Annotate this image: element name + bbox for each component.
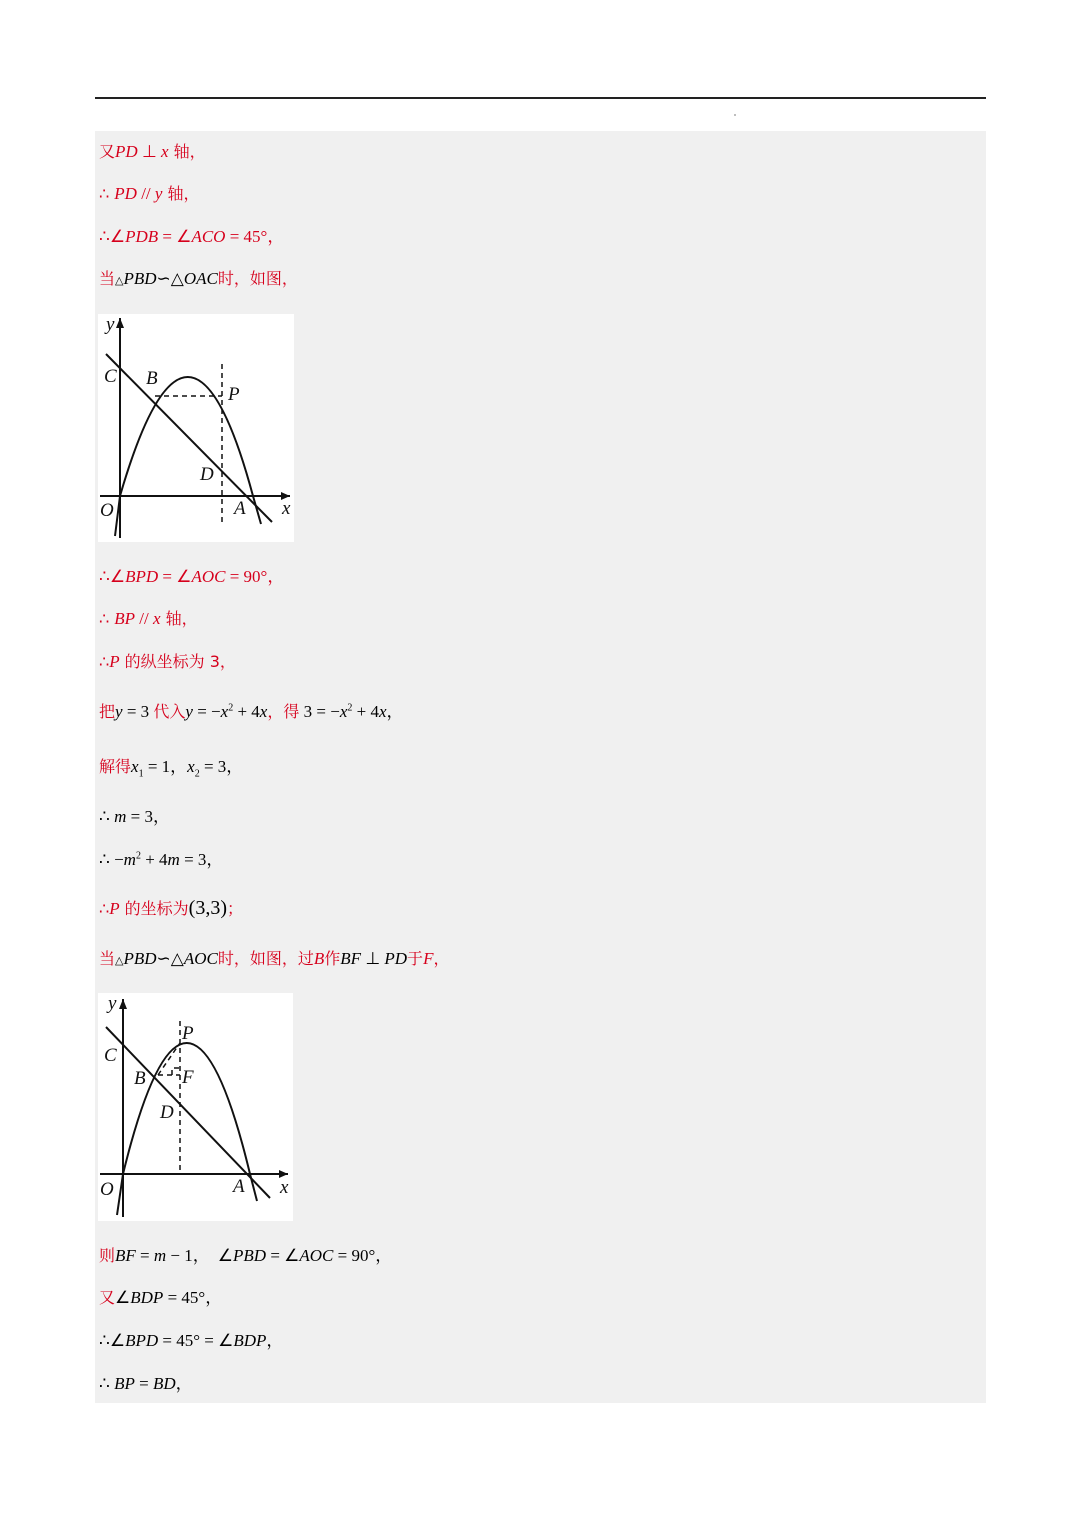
line-10 [99,806,170,828]
math: P [109,652,120,671]
math: = ∠ [266,1246,300,1265]
text: 解得 [99,757,132,776]
math: AOC [299,1246,334,1265]
label-o: O [100,1179,114,1200]
text: 当 [99,269,116,288]
math: PBD [123,269,157,288]
label-x: x [282,498,291,519]
math: BPD [125,567,159,586]
label-p: P [182,1023,194,1044]
math: ACO [191,227,226,246]
math: x [259,702,268,721]
text: 又 [99,1288,116,1307]
math: PD [115,142,138,161]
math: = − [192,702,221,721]
subscript: 1 [138,768,144,780]
math: m [123,850,136,869]
line-17 [99,1373,193,1395]
line-6 [99,608,198,630]
text: 轴， [162,184,200,203]
math: BF [340,949,362,968]
math: ∠ [115,1288,131,1307]
line-ca [106,1027,270,1198]
therefore: ∴ [99,609,115,628]
text: 轴， [168,142,206,161]
math: = 3， [179,850,224,869]
math: ， [175,1374,193,1393]
line-5 [99,566,284,588]
math: + 4 [352,702,379,721]
text: 时，如图， [217,269,298,288]
math: x [161,142,169,161]
math: PDB [125,227,159,246]
figure-1-graph [98,314,294,542]
y-arrow [116,318,124,328]
therefore: ∴ [99,899,110,918]
line-3 [99,226,284,248]
therefore: ∴ [99,184,115,203]
math: = 3 [122,702,154,721]
text: 时，如图，过 [217,949,314,968]
speck [734,114,736,116]
math: = 1， [143,757,188,776]
math: x [378,702,387,721]
line-13 [99,948,449,972]
math: x [131,757,139,776]
math: BF [115,1246,136,1265]
text: ； [227,899,244,918]
line-9 [99,756,243,778]
subscript: 2 [194,768,200,780]
math: + 4 [233,702,260,721]
math: = 90°， [333,1246,393,1265]
math: AOC [191,567,226,586]
text: 作 [324,949,341,968]
similar-symbol: ∽△ [156,269,184,288]
math: B [313,949,325,968]
label-f: F [182,1067,194,1088]
math: = 45° = ∠ [158,1331,234,1350]
therefore: ∴ [99,807,115,826]
line-12 [99,897,243,920]
math: BP [114,609,136,628]
text: 代入 [153,702,186,721]
triangle-symbol: △ [115,955,124,967]
text: 得 [283,702,300,721]
label-b: B [146,368,158,389]
math: m [153,1246,167,1265]
similar-symbol: ∽△ [156,949,184,968]
label-d: D [200,464,214,485]
label-p: P [228,384,240,405]
math: BD [152,1374,176,1393]
therefore: ∴ [99,652,110,671]
math: PD [384,949,408,968]
label-c: C [104,1045,117,1066]
math: ∠ [217,1246,234,1265]
exponent: 2 [347,702,353,714]
figure-2-graph [98,993,293,1221]
math: = ∠ [158,567,192,586]
math: y [154,184,163,203]
math: PBD [233,1246,267,1265]
text: ， [433,949,450,968]
math: BPD [125,1331,159,1350]
line-14 [99,1245,392,1267]
figure-1-svg [98,314,294,542]
math: AOC [183,949,218,968]
math: ∴∠ [99,567,126,586]
math: = [134,1374,153,1393]
right-angle-mark [172,1068,180,1075]
math: x [339,702,348,721]
math: m [167,850,180,869]
math: m [114,807,127,826]
math: BDP [130,1288,164,1307]
text: 当 [99,949,116,968]
math: ∴∠ [99,227,126,246]
line-15 [99,1287,222,1309]
math: ⊥ [137,142,161,161]
math: = 3， [199,757,244,776]
label-y: y [106,314,115,335]
math: x [220,702,229,721]
text: 把 [99,702,116,721]
text: 则 [99,1246,116,1265]
math: = 45°， [225,227,285,246]
math: = ∠ [158,227,192,246]
text: ， [267,702,284,721]
math: ， [266,1331,284,1350]
coordinate: (3,3) [188,897,227,919]
text: 又 [99,142,116,161]
parabola [123,1043,250,1174]
text: 的纵坐标为 3， [119,652,236,671]
math: PBD [123,949,157,968]
math: ， [386,702,404,721]
triangle-symbol: △ [115,275,124,287]
math: F [423,949,434,968]
text: 的坐标为 [119,899,189,918]
label-a: A [233,1176,245,1197]
line-11 [99,849,223,871]
exponent: 2 [228,702,234,714]
math: OAC [183,269,218,288]
line-1 [99,141,206,163]
math: ∴ − [99,850,124,869]
dashed-bp [158,1043,180,1075]
math: = 90°， [225,567,285,586]
label-o: O [100,500,114,521]
line-16 [99,1330,283,1352]
math: BDP [233,1331,267,1350]
math: PD [114,184,137,203]
math: // [136,184,155,203]
y-arrow [119,999,127,1009]
text: 轴， [160,609,198,628]
math: − 1， [166,1246,210,1265]
label-d: D [160,1102,174,1123]
math: x [153,609,161,628]
math: y [185,702,193,721]
math: = [135,1246,154,1265]
math: x [187,757,195,776]
math: // [135,609,153,628]
figure-2-svg [98,993,293,1221]
line-4 [99,268,298,292]
math: = 45°， [163,1288,223,1307]
math: BP [114,1374,135,1393]
label-x: x [280,1177,289,1198]
label-a: A [234,498,246,519]
header-rule [95,97,986,99]
math: = 3， [126,807,170,826]
math: P [109,899,120,918]
label-b: B [134,1068,146,1089]
math: ⊥ [361,949,385,968]
label-c: C [104,366,117,387]
text: 于 [407,949,424,968]
label-y: y [108,993,117,1014]
exponent: 2 [135,850,141,862]
line-7 [99,651,236,673]
therefore: ∴ [99,1374,115,1393]
line-8 [99,701,404,723]
line-2 [99,183,200,205]
math: 3 = − [299,702,340,721]
math: ∴∠ [99,1331,126,1350]
math: y [115,702,123,721]
math: + 4 [140,850,168,869]
